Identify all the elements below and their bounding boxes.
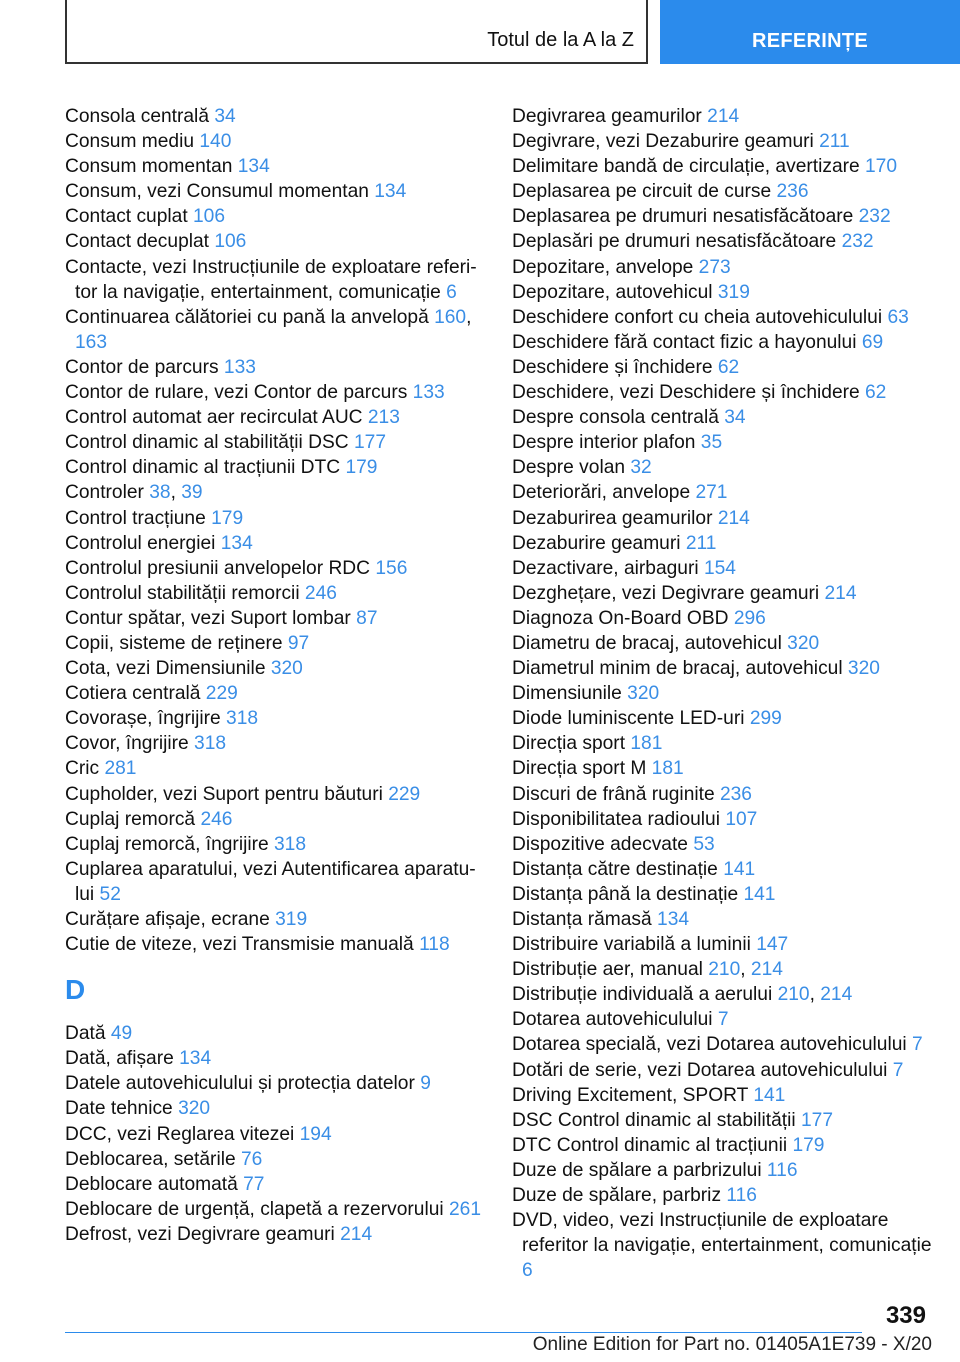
index-term: Deschidere fără contact fizic a hayonului [512, 331, 862, 353]
page-ref-separator: , [170, 482, 182, 504]
index-term: Despre volan [512, 457, 631, 479]
index-term: Control dinamic al stabilității DSC [65, 432, 354, 454]
index-term: Deblocare automată [65, 1173, 244, 1195]
page-ref-link[interactable]: 179 [792, 1134, 825, 1156]
index-entry [65, 129, 485, 154]
index-entry [512, 531, 932, 556]
page-ref-link[interactable]: 318 [226, 708, 259, 730]
index-term: Diode luminiscente LED-uri [512, 708, 750, 730]
page-ref-link[interactable]: 177 [800, 1109, 833, 1131]
page-ref-link[interactable]: 34 [214, 106, 236, 127]
page-ref-link[interactable]: 320 [270, 658, 303, 680]
page-ref-link[interactable]: 177 [353, 432, 386, 454]
index-entry [512, 631, 932, 656]
index-entry [512, 1083, 932, 1108]
page-ref-link[interactable]: 281 [104, 758, 137, 780]
index-term: Duze de spălare, parbriz [512, 1185, 727, 1207]
index-term: Datele autovehiculului și protecția datelor [65, 1073, 421, 1095]
index-entry [65, 355, 485, 380]
index-entry [65, 1021, 485, 1046]
index-entry [512, 255, 932, 280]
index-term: Curățare afișaje, ecrane [65, 909, 276, 930]
page-ref-link[interactable]: 134 [237, 156, 270, 178]
index-entry [512, 330, 932, 355]
page-ref-link[interactable]: 320 [178, 1098, 211, 1120]
page-ref-link[interactable]: 318 [274, 833, 307, 855]
index-term: Contor de rulare, vezi Contor de parcurs [65, 382, 413, 404]
index-entry [65, 706, 485, 731]
index-entry [512, 882, 932, 907]
page-ref-link[interactable]: 170 [865, 156, 898, 178]
index-entry [65, 255, 485, 305]
page-ref-link[interactable]: 318 [194, 733, 227, 755]
page-ref-link[interactable]: 7 [717, 1009, 729, 1031]
index-entry [512, 455, 932, 480]
index-entry [65, 1071, 485, 1096]
page-ref-link[interactable]: 49 [110, 1023, 133, 1045]
index-term: Contor de parcurs [65, 356, 224, 378]
page-ref-link[interactable]: 232 [858, 206, 891, 228]
page-ref-link[interactable]: 116 [726, 1185, 757, 1207]
page-number: 339 [885, 1302, 926, 1329]
index-term: Cuplaj remorcă [65, 808, 201, 830]
index-term: Deplasări pe drumuri nesatisfăcătoare [512, 231, 842, 253]
page-ref-separator: , [809, 984, 821, 1006]
index-term: DVD, video, vezi Instrucțiunile de exploatare referitor la navigație, entertainment, comunicație [512, 1210, 932, 1257]
index-term: Diametrul minim de bracaj, autovehicul [512, 658, 848, 680]
index-entry [65, 631, 485, 656]
index-entry [512, 731, 932, 756]
index-term: Contact cuplat [65, 206, 193, 228]
index-term: Despre consola centrală [512, 407, 725, 429]
index-entry [512, 380, 932, 405]
index-entry [65, 1172, 485, 1197]
index-term: Dispozitive adecvate [512, 833, 694, 855]
page-ref-link[interactable]: 320 [847, 658, 880, 680]
index-term: Cric [65, 758, 105, 780]
page-ref-link[interactable]: 319 [275, 909, 308, 930]
index-term: Cuplaj remorcă, îngrijire [65, 833, 275, 855]
index-entry [65, 430, 485, 455]
page-ref-link[interactable]: 214 [707, 106, 740, 127]
index-entry [65, 606, 485, 631]
index-term: Contur spătar, vezi Suport lombar [65, 607, 357, 629]
index-entry [512, 305, 932, 330]
index-term: Consum mediu [65, 131, 200, 153]
index-entry [65, 405, 485, 430]
index-entry [65, 731, 485, 756]
index-entry [65, 581, 485, 606]
page-ref-link[interactable]: 141 [723, 858, 756, 880]
page-ref-link[interactable]: 140 [199, 131, 232, 153]
page-ref-link[interactable]: 32 [630, 457, 652, 479]
index-term: DTC Control dinamic al tracțiunii [512, 1134, 793, 1156]
page-ref-link[interactable]: 53 [693, 833, 715, 855]
index-term: Cupholder, vezi Suport pentru băuturi [65, 783, 389, 805]
index-term: Distribuție aer, manual [512, 959, 709, 981]
index-entry [512, 556, 932, 581]
index-term: Contact decuplat [65, 231, 215, 253]
index-term: Direcția sport M [512, 758, 652, 780]
page-ref-link[interactable]: 133 [412, 382, 445, 404]
index-term: Deschidere și închidere [512, 356, 718, 378]
page-ref-link[interactable]: 63 [887, 306, 909, 328]
index-term: Dezghețare, vezi Degivrare geamuri [512, 582, 825, 604]
index-entry [65, 932, 485, 957]
index-entry [512, 606, 932, 631]
index-term: Dezaburire geamuri [512, 532, 686, 554]
page-ref-link[interactable]: 271 [695, 482, 728, 504]
index-entry [512, 280, 932, 305]
page-ref-separator: , [466, 306, 472, 328]
page-ref-link[interactable]: 134 [220, 532, 253, 554]
index-term: Depozitare, autovehicul [512, 281, 718, 303]
page-ref-link[interactable]: 319 [717, 281, 750, 303]
index-entry [65, 656, 485, 681]
index-entry [65, 506, 485, 531]
index-column-left [65, 104, 485, 1247]
index-column-right [512, 104, 932, 1283]
index-entry [512, 656, 932, 681]
page-ref-link[interactable]: 118 [419, 934, 450, 956]
index-entry [65, 531, 485, 556]
page-ref-link[interactable]: 214 [824, 582, 857, 604]
page-ref-link[interactable]: 194 [299, 1123, 332, 1145]
page-ref-link[interactable]: 69 [861, 331, 884, 353]
index-term: Deblocarea, setările [65, 1148, 241, 1170]
page-ref-link[interactable]: 147 [756, 934, 789, 956]
index-term: Distanța rămasă [512, 909, 658, 930]
footer-edition: Online Edition for Part no. 01405A1E739 - X/20 [532, 1334, 932, 1355]
index-entry [65, 380, 485, 405]
index-term: Consola centrală [65, 106, 215, 127]
index-entry [512, 681, 932, 706]
index-term: DCC, vezi Reglarea vitezei [65, 1123, 300, 1145]
index-term: Controlul stabilității remorcii [65, 582, 305, 604]
index-term: Dezaburirea geamurilor [512, 507, 718, 529]
index-term: Continuarea călătoriei cu pană la anvelopă [65, 306, 435, 328]
index-term: Discuri de frână ruginite [512, 783, 720, 805]
index-entry [65, 556, 485, 581]
index-entry [512, 204, 932, 229]
header-title: Totul de la A la Z [487, 29, 634, 51]
index-entry [512, 104, 932, 129]
page-ref-link[interactable]: 106 [214, 231, 247, 253]
index-term: Dotări de serie, vezi Dotarea autovehiculului [512, 1059, 893, 1081]
index-term: Cota, vezi Dimensiunile [65, 658, 271, 680]
index-entry [65, 907, 485, 932]
index-term: Dimensiunile [512, 683, 628, 705]
index-entry [65, 756, 485, 781]
index-entry [512, 1158, 932, 1183]
page-ref-link[interactable]: 52 [99, 883, 121, 905]
page-ref-link[interactable]: 214 [340, 1223, 373, 1245]
page-ref-link[interactable]: 34 [724, 407, 746, 429]
index-entry [65, 1222, 485, 1247]
page-ref-link[interactable]: 181 [630, 733, 663, 755]
page-ref-link[interactable]: 261 [448, 1198, 481, 1220]
index-entry [512, 807, 932, 832]
index-entry [65, 807, 485, 832]
index-term: Controler [65, 482, 150, 504]
page-ref-link[interactable]: 299 [749, 708, 782, 730]
index-entry [65, 455, 485, 480]
page-ref-link[interactable]: 141 [753, 1084, 786, 1106]
index-term: Controlul presiunii anvelopelor RDC [65, 557, 376, 579]
page-ref-link[interactable]: 320 [787, 632, 820, 654]
index-entry [65, 104, 485, 129]
index-entry [65, 832, 485, 857]
index-term: Degivrarea geamurilor [512, 106, 708, 127]
index-entry [512, 179, 932, 204]
page-ref-link[interactable]: 236 [776, 181, 809, 203]
index-term: DSC Control dinamic al stabilității [512, 1109, 801, 1131]
index-entry [65, 1046, 485, 1071]
index-term: Despre interior plafon [512, 432, 701, 454]
index-term: Distanța către destinație [512, 858, 724, 880]
index-term: Delimitare bandă de circulație, avertizare [512, 156, 866, 178]
page-ref-link[interactable]: 77 [243, 1173, 265, 1195]
index-entry [512, 1058, 932, 1083]
page-ref-link[interactable]: 87 [356, 607, 378, 629]
page-ref-link[interactable]: 273 [698, 256, 731, 278]
index-term: Depozitare, anvelope [512, 256, 699, 278]
index-entry [512, 957, 932, 982]
page-ref-link[interactable]: 210 [777, 984, 810, 1006]
index-term: Deblocare de urgență, clapetă a rezervorului [65, 1198, 449, 1220]
page-ref-link[interactable]: 134 [179, 1048, 212, 1070]
page-ref-link[interactable]: 106 [193, 206, 226, 228]
page-ref-link[interactable]: 232 [841, 231, 874, 253]
index-term: Deplasarea pe drumuri nesatisfăcătoare [512, 206, 859, 228]
page-ref-link[interactable]: 214 [820, 984, 853, 1006]
page-ref-link[interactable]: 211 [819, 131, 850, 153]
index-term: Covorașe, îngrijire [65, 708, 227, 730]
index-term: Defrost, vezi Degivrare geamuri [65, 1223, 341, 1245]
index-entry [65, 154, 485, 179]
index-entry [65, 782, 485, 807]
index-term: Distribuire variabilă a luminii [512, 934, 757, 956]
page-ref-link[interactable]: 6 [446, 281, 457, 303]
index-entry [65, 229, 485, 254]
index-entry [512, 229, 932, 254]
page-ref-link[interactable]: 236 [719, 783, 752, 805]
page-ref-link[interactable]: 39 [181, 482, 203, 504]
index-entry [65, 1197, 485, 1222]
index-entry [512, 430, 932, 455]
page-ref-link[interactable]: 160 [434, 306, 467, 328]
page-ref-link[interactable]: 229 [388, 783, 421, 805]
index-term: Duze de spălare a parbrizului [512, 1159, 767, 1181]
index-term: Control dinamic al tracțiunii DTC [65, 457, 346, 479]
index-entry [512, 1183, 932, 1208]
header-title-box [65, 0, 648, 64]
page-ref-link[interactable]: 76 [240, 1148, 263, 1170]
index-term: Cutie de viteze, vezi Transmisie manuală [65, 934, 420, 956]
index-term: Cuplarea aparatului, vezi Autentificarea aparatului [65, 858, 476, 905]
page-ref-link[interactable]: 62 [717, 356, 740, 378]
index-term: Contacte, vezi Instrucțiunile de exploatare referitor la navigație, entertainment, comunicație [65, 256, 477, 303]
page-ref-link[interactable]: 133 [223, 356, 256, 378]
page-ref-link[interactable]: 7 [911, 1034, 923, 1056]
page-ref-link[interactable]: 296 [733, 607, 766, 629]
index-entry [65, 1096, 485, 1121]
index-entry [512, 756, 932, 781]
page-ref-link[interactable]: 246 [304, 582, 337, 604]
footer-divider [65, 1332, 862, 1333]
index-entry [65, 305, 485, 355]
index-entry [512, 832, 932, 857]
index-term: Consum, vezi Consumul momentan [65, 181, 375, 203]
page-ref-link[interactable]: 97 [287, 632, 310, 654]
index-entry [65, 1147, 485, 1172]
index-entry [65, 480, 485, 505]
index-entry [512, 932, 932, 957]
index-term: Degivrare, vezi Dezaburire geamuri [512, 131, 820, 153]
page-ref-link[interactable]: 141 [743, 883, 776, 905]
index-term: Diametru de bracaj, autovehicul [512, 632, 788, 654]
index-term: Date tehnice [65, 1098, 179, 1120]
page-ref-link[interactable]: 116 [766, 1159, 798, 1181]
page-ref-link[interactable]: 134 [657, 909, 690, 930]
index-term: Dată, afișare [65, 1048, 180, 1070]
page-ref-link[interactable]: 213 [367, 407, 400, 429]
page-ref-link[interactable]: 7 [892, 1059, 904, 1081]
page-ref-link[interactable]: 214 [717, 507, 750, 529]
index-entry [512, 581, 932, 606]
index-term: Disponibilitatea radioului [512, 808, 726, 830]
page-ref-link[interactable]: 179 [345, 457, 378, 479]
index-term: Direcția sport [512, 733, 631, 755]
page-ref-link[interactable]: 179 [211, 507, 244, 529]
index-entry [512, 506, 932, 531]
page-ref-link[interactable]: 210 [708, 959, 741, 981]
index-term: Control tracțiune [65, 507, 212, 529]
index-term: Dotarea autovehiculului [512, 1009, 718, 1031]
page-ref-link[interactable]: 320 [627, 683, 660, 705]
index-term: Driving Excitement, SPORT [512, 1084, 754, 1106]
page-ref-link[interactable]: 211 [685, 532, 717, 554]
header-tab-references[interactable] [660, 0, 960, 64]
page-ref-link[interactable]: 154 [703, 557, 736, 579]
index-entry [512, 405, 932, 430]
page-ref-link[interactable]: 229 [205, 683, 238, 705]
index-entry [65, 179, 485, 204]
index-term: Distanța până la destinație [512, 883, 744, 905]
page-ref-separator: , [740, 959, 751, 981]
index-entry [512, 982, 932, 1007]
index-term: Dezactivare, airbaguri [512, 557, 704, 579]
page-ref-link[interactable]: 35 [700, 432, 723, 454]
page-ref-link[interactable]: 181 [651, 758, 684, 780]
index-entry [512, 129, 932, 154]
index-entry [512, 782, 932, 807]
index-term: Covor, îngrijire [65, 733, 195, 755]
index-term: Cotiera centrală [65, 683, 206, 705]
page-ref-link[interactable]: 134 [374, 181, 407, 203]
index-entry [65, 1122, 485, 1147]
index-section-letter: D [65, 974, 86, 1006]
index-entry [512, 1007, 932, 1032]
index-entry [512, 1208, 932, 1283]
index-term: Consum momentan [65, 156, 238, 178]
page-ref-link[interactable]: 6 [522, 1260, 533, 1282]
header-tab-label: REFERINȚE [751, 30, 869, 52]
index-entry [512, 355, 932, 380]
page-ref-link[interactable]: 62 [865, 382, 887, 404]
index-entry [512, 907, 932, 932]
index-entry [512, 1108, 932, 1133]
index-entry [512, 1133, 932, 1158]
index-term: Deschidere confort cu cheia autovehiculului [512, 306, 888, 328]
index-entry [512, 706, 932, 731]
index-term: Distribuție individuală a aerului [512, 984, 778, 1006]
index-term: Deteriorări, anvelope [512, 482, 696, 504]
index-entry [65, 681, 485, 706]
index-term: Deplasarea pe circuit de curse [512, 181, 777, 203]
index-entry [65, 204, 485, 229]
page-ref-link[interactable]: 9 [420, 1073, 431, 1095]
index-term: Copii, sisteme de reținere [65, 632, 288, 654]
index-term: Dată [65, 1023, 111, 1045]
index-entry [65, 857, 485, 907]
index-entry [512, 154, 932, 179]
page-ref-link[interactable]: 246 [200, 808, 233, 830]
index-entry [512, 857, 932, 882]
page-ref-link[interactable]: 38 [149, 482, 171, 504]
index-term: Dotarea specială, vezi Dotarea autovehiculului [512, 1034, 912, 1056]
page-ref-link[interactable]: 214 [750, 959, 783, 981]
page-ref-link[interactable]: 156 [375, 557, 408, 579]
index-entry [512, 1032, 932, 1057]
index-term: Controlul energiei [65, 532, 221, 554]
index-entry [512, 480, 932, 505]
page-ref-link[interactable]: 163 [75, 331, 108, 353]
page-ref-link[interactable]: 107 [725, 808, 758, 830]
index-term: Diagnoza On-Board OBD [512, 607, 734, 629]
index-term: Deschidere, vezi Deschidere și închidere [512, 382, 866, 404]
index-term: Control automat aer recirculat AUC [65, 407, 368, 429]
